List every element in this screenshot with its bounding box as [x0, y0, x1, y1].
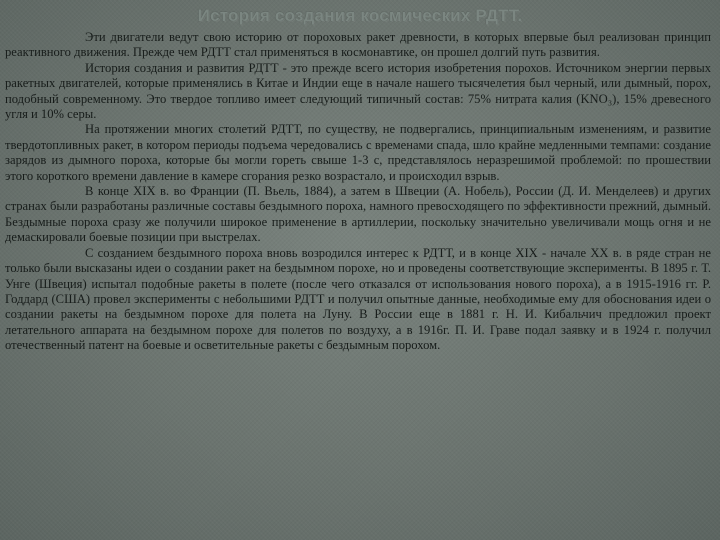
slide-title: История создания космических РДТТ.	[197, 6, 523, 25]
paragraph-3: На протяжении многих столетий РДТТ, по существу, не подвергались, принципиальным изменениям, и развитие твердотопливных ракет, в котором периоды подъема чередовались с временами спада, шло крайне медленными темпами: создание зарядов из дымного пороха, которые бы могли гореть свыше 1-3 с, представлялось неразрешимой проблемой: по прошествии этого короткого времени давление в камере сгорания резко возрастало, и происходил взрыв.	[5, 122, 711, 183]
paragraph-1: Эти двигатели ведут свою историю от пороховых ракет древности, в которых впервые был реализован принцип реактивного движения. Прежде чем РДТТ стал применяться в космонавтике, он прошел долгий путь развития.	[5, 30, 711, 60]
paragraph-2: История создания и развития РДТТ - это прежде всего история изобретения порохов. Источником энергии первых ракетных двигателей, которые применялись в Китае и Индии еще в начале нашего тысячелетия был черный, или дымный, порох, подобный современному. Это твердое топливо имеет следующий типичный состав: 75% нитрата калия (KNO₃), 15% древесного угля и 10% серы.	[5, 60, 711, 122]
paragraph-4: В конце XIX в. во Франции (П. Вьель, 1884), а затем в Швеции (А. Нобель), России (Д. И. Менделеев) и других странах были разработаны различные составы бездымного пороха, намного превосходящего по эффективности прежний, дымный. Бездымные пороха сразу же получили широкое применение в артиллерии, поскольку значительно увеличивали мощь огня и не демаскировали боевые позиции при выстрелах.	[5, 184, 711, 245]
slide-body	[5, 30, 711, 354]
paragraph-5: С созданием бездымного пороха вновь возродился интерес к РДТТ, и в конце XIX - начале XX в. в ряде стран не только были высказаны идеи о создании ракет на бездымном порохе, но и проведены соответствующие эксперименты. В 1895 г. Т. Унге (Швеция) испытал подобные ракеты в полете (после чего отказался от использования нового пороха), а в 1915-1916 гг. Р. Годдард (США) провел эксперименты с небольшими РДТТ и получил опытные данные, необходимые ему для обоснования идеи о создании ракеты на бездымном порохе для полета на Луну. В России еще в 1881 г. Н. И. Кибальчич предложил проект летательного аппарата на бездымном порохе для полетов по воздуху, а в 1916г. П. И. Граве подал заявку и в 1924 г. получил отечественный патент на боевые и осветительные ракеты с бездымным порохом.	[5, 245, 711, 353]
